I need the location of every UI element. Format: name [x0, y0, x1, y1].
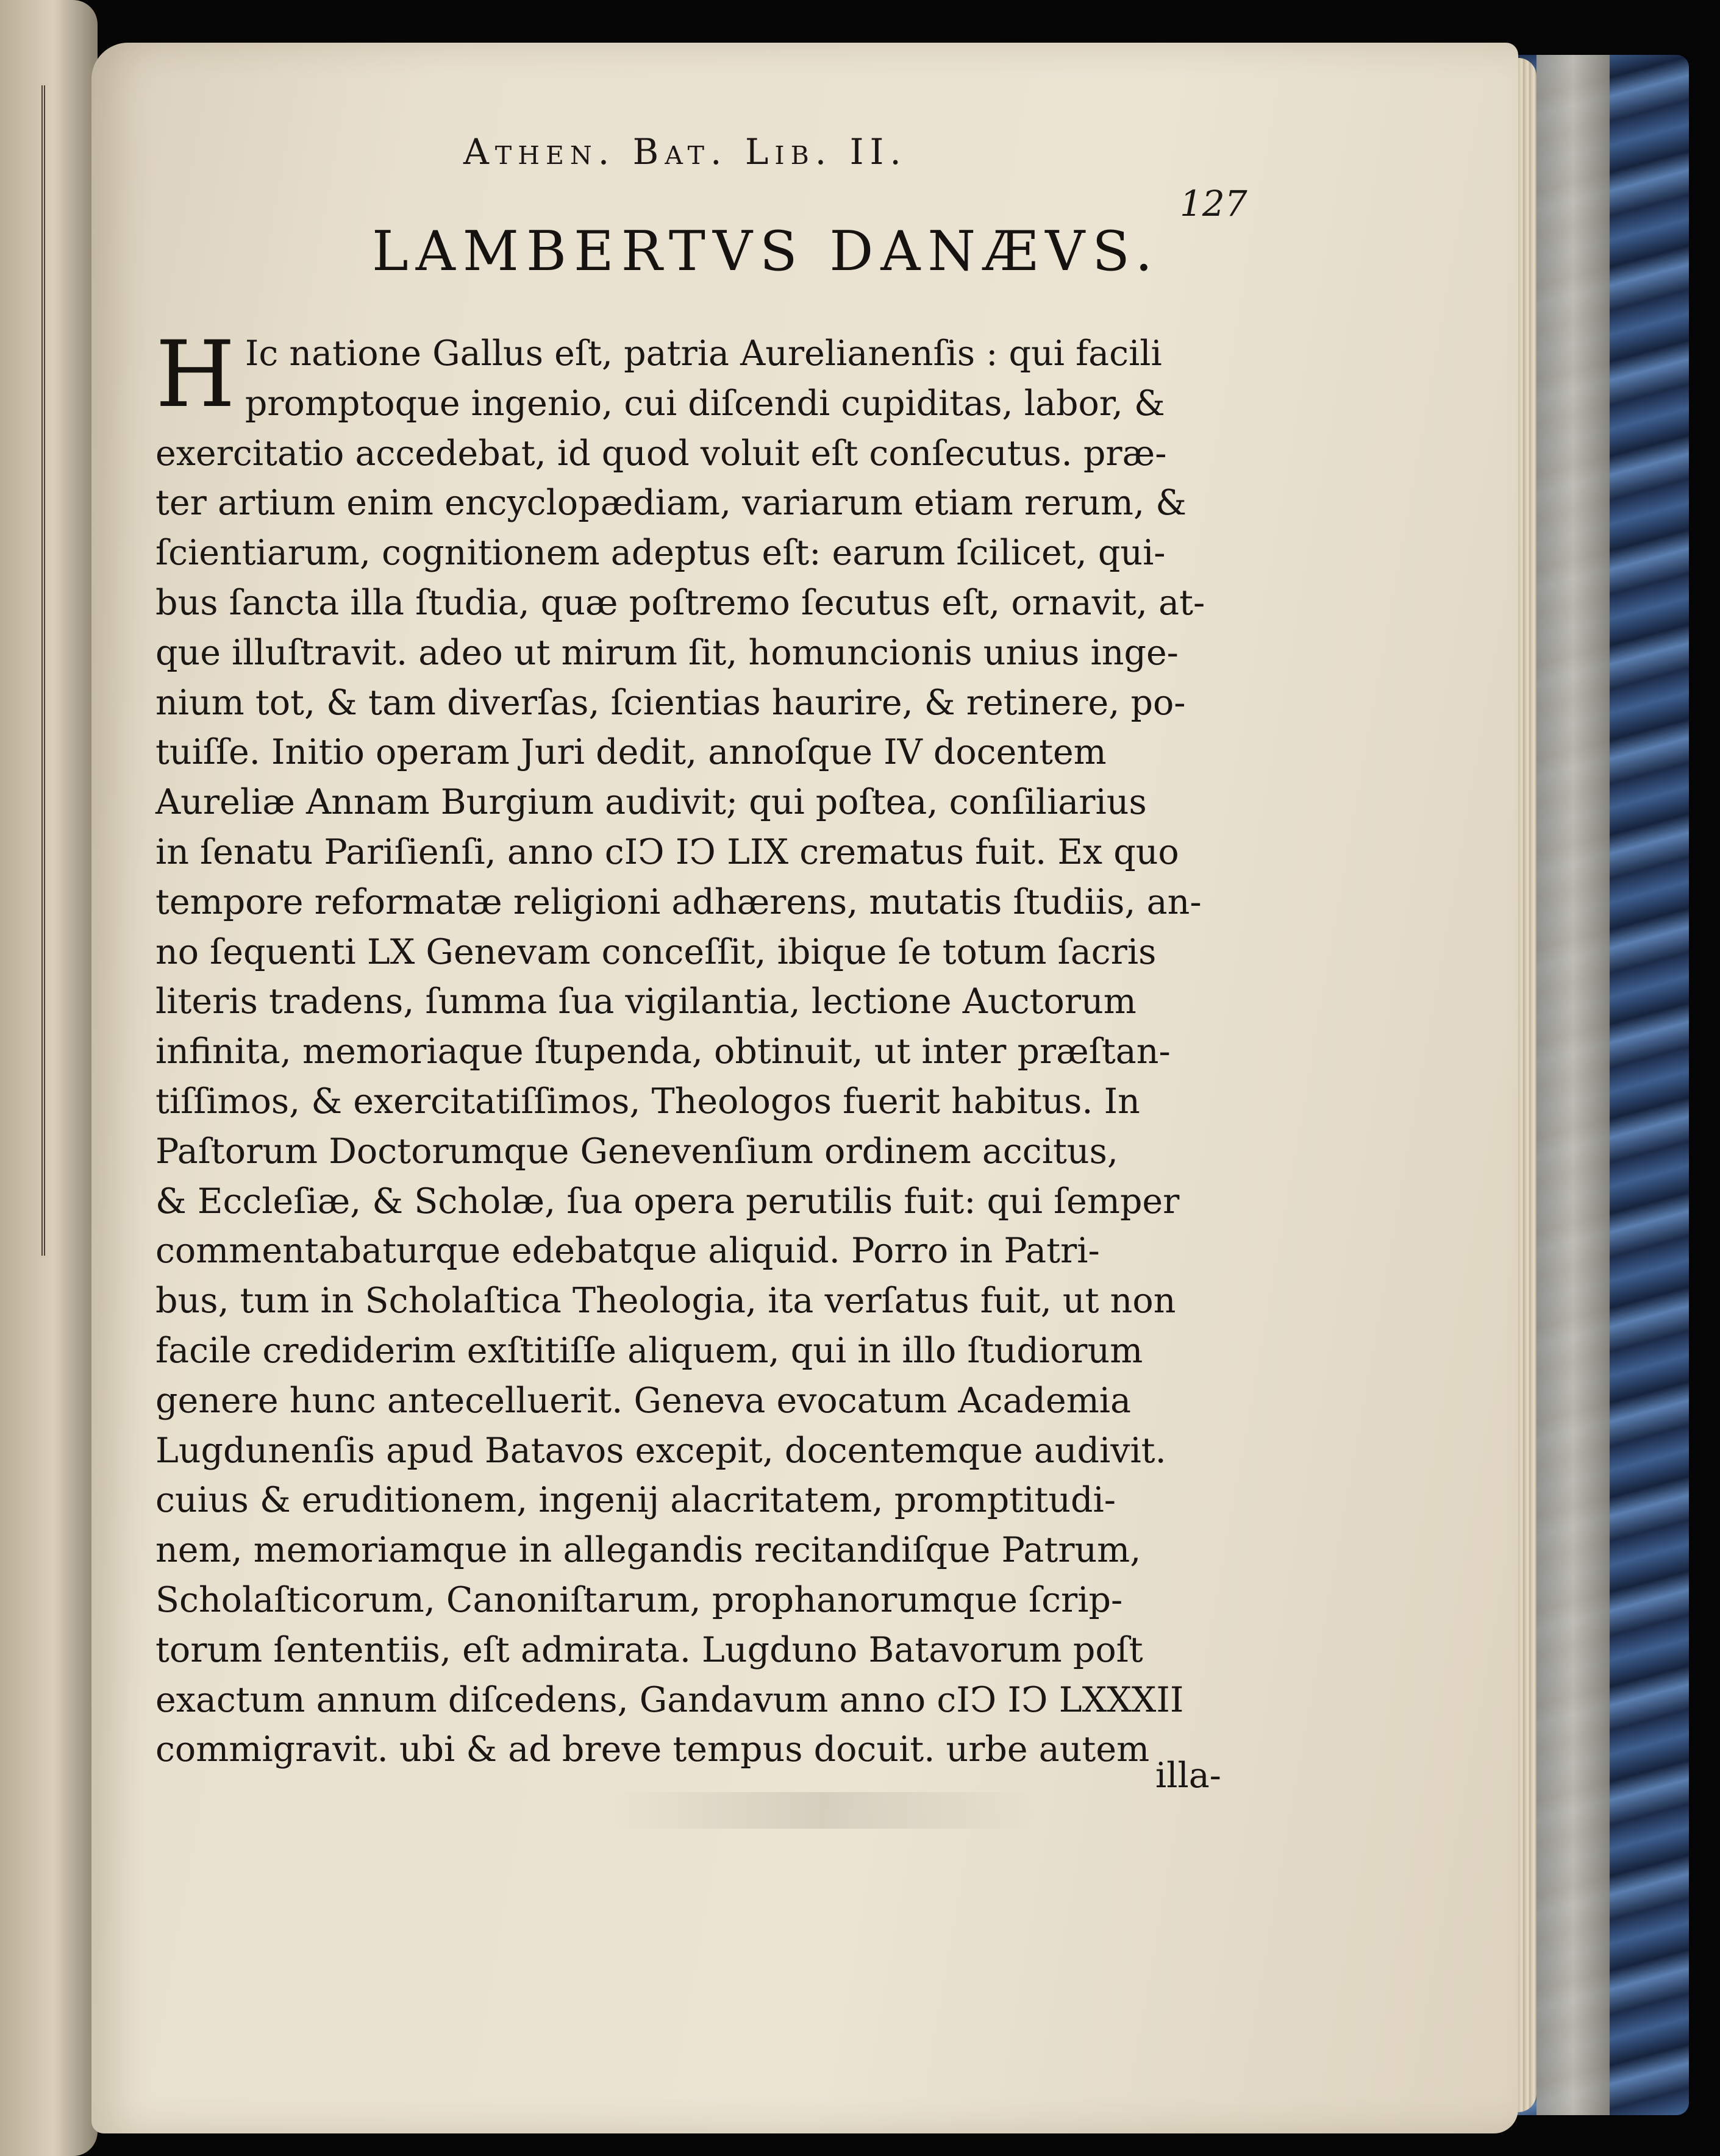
running-head: Athen. Bat. Lib. II. [463, 131, 907, 173]
text-line: in ſenatu Pariſienſi, anno cIↃ IↃ LIX crematus fuit. Ex quo [155, 831, 1179, 872]
text-line: promptoque ingenio, cui diſcendi cupiditas, labor, & [244, 383, 1165, 424]
text-line: exercitatio accedebat, id quod voluit eſt conſecutus. præ- [155, 433, 1167, 474]
text-line: cuius & eruditionem, ingenij alacritatem, promptitudi- [155, 1480, 1116, 1521]
text-line: Lugdunenſis apud Batavos excepit, docentemque audivit. [155, 1430, 1166, 1471]
text-line: & Eccleſiæ, & Scholæ, ſua opera perutilis fuit: qui ſemper [155, 1181, 1180, 1222]
text-line: bus, tum in Scholaſtica Theologia, ita verſatus fuit, ut non [155, 1281, 1176, 1322]
text-line: Scholaſticorum, Canoniſtarum, prophanorumque ſcrip- [155, 1579, 1123, 1620]
body-text [155, 322, 1247, 1775]
text-line: ter artium enim encyclopædiam, variarum etiam rerum, & [155, 483, 1187, 524]
text-line: ſcientiarum, cognitionem adeptus eſt: earum ſcilicet, qui- [155, 533, 1166, 574]
text-line: tempore reformatæ religioni adhærens, mutatis ſtudiis, an- [155, 881, 1202, 922]
text-line: no ſequenti LX Genevam conceſſit, ibique ſe totum ſacris [155, 931, 1157, 972]
text-line: Paſtorum Doctorumque Genevenſium ordinem accitus, [155, 1131, 1118, 1172]
text-line: facile crediderim exſtitiſſe aliquem, qui in illo ſtudiorum [155, 1330, 1143, 1371]
text-lines [155, 322, 1247, 1775]
section-title: LAMBERTVS DANÆVS. [372, 219, 1160, 283]
page-number: 127 [1180, 183, 1247, 224]
text-line: exactum annum diſcedens, Gandavum anno cIↃ IↃ LXXXII [155, 1679, 1184, 1720]
text-line: nem, memoriamque in allegandis recitandiſque Patrum, [155, 1530, 1141, 1571]
text-line: tiſſimos, & exercitatiſſimos, Theologos fuerit habitus. In [155, 1081, 1140, 1122]
facing-page-border-rule [11, 85, 45, 1256]
facing-page-edge [0, 0, 98, 2156]
text-line: Ic natione Gallus eſt, patria Aurelianenſis : qui facili [244, 333, 1162, 374]
text-line: infinita, memoriaque ſtupenda, obtinuit, ut inter præſtan- [155, 1031, 1171, 1072]
text-line: que illuſtravit. adeo ut mirum ſit, homuncionis unius inge- [155, 632, 1179, 673]
ink-bleed-through [610, 1792, 1037, 1829]
text-line: commigravit. ubi & ad breve tempus docuit. urbe autem [155, 1729, 1150, 1770]
text-line: commentabaturque edebatque aliquid. Porro in Patri- [155, 1231, 1100, 1272]
text-line: tuiſſe. Initio operam Juri dedit, annoſque IV docentem [155, 732, 1107, 773]
text-line: Aureliæ Annam Burgium audivit; qui poſtea, conſiliarius [155, 782, 1147, 823]
spine-cloth [1536, 55, 1610, 2115]
text-line: nium tot, & tam diverſas, ſcientias haurire, & retinere, po- [155, 682, 1186, 723]
text-line: literis tradens, ſumma ſua vigilantia, lectione Auctorum [155, 981, 1137, 1022]
text-line: genere hunc antecelluerit. Geneva evocatum Academia [155, 1380, 1131, 1421]
catchword: illa- [1155, 1756, 1221, 1796]
text-line: bus ſancta illa ſtudia, quæ poſtremo ſecutus eſt, ornavit, at- [155, 582, 1205, 623]
text-line: torum ſententiis, eſt admirata. Lugduno Batavorum poſt [155, 1629, 1143, 1670]
drop-capital: H [155, 322, 235, 428]
